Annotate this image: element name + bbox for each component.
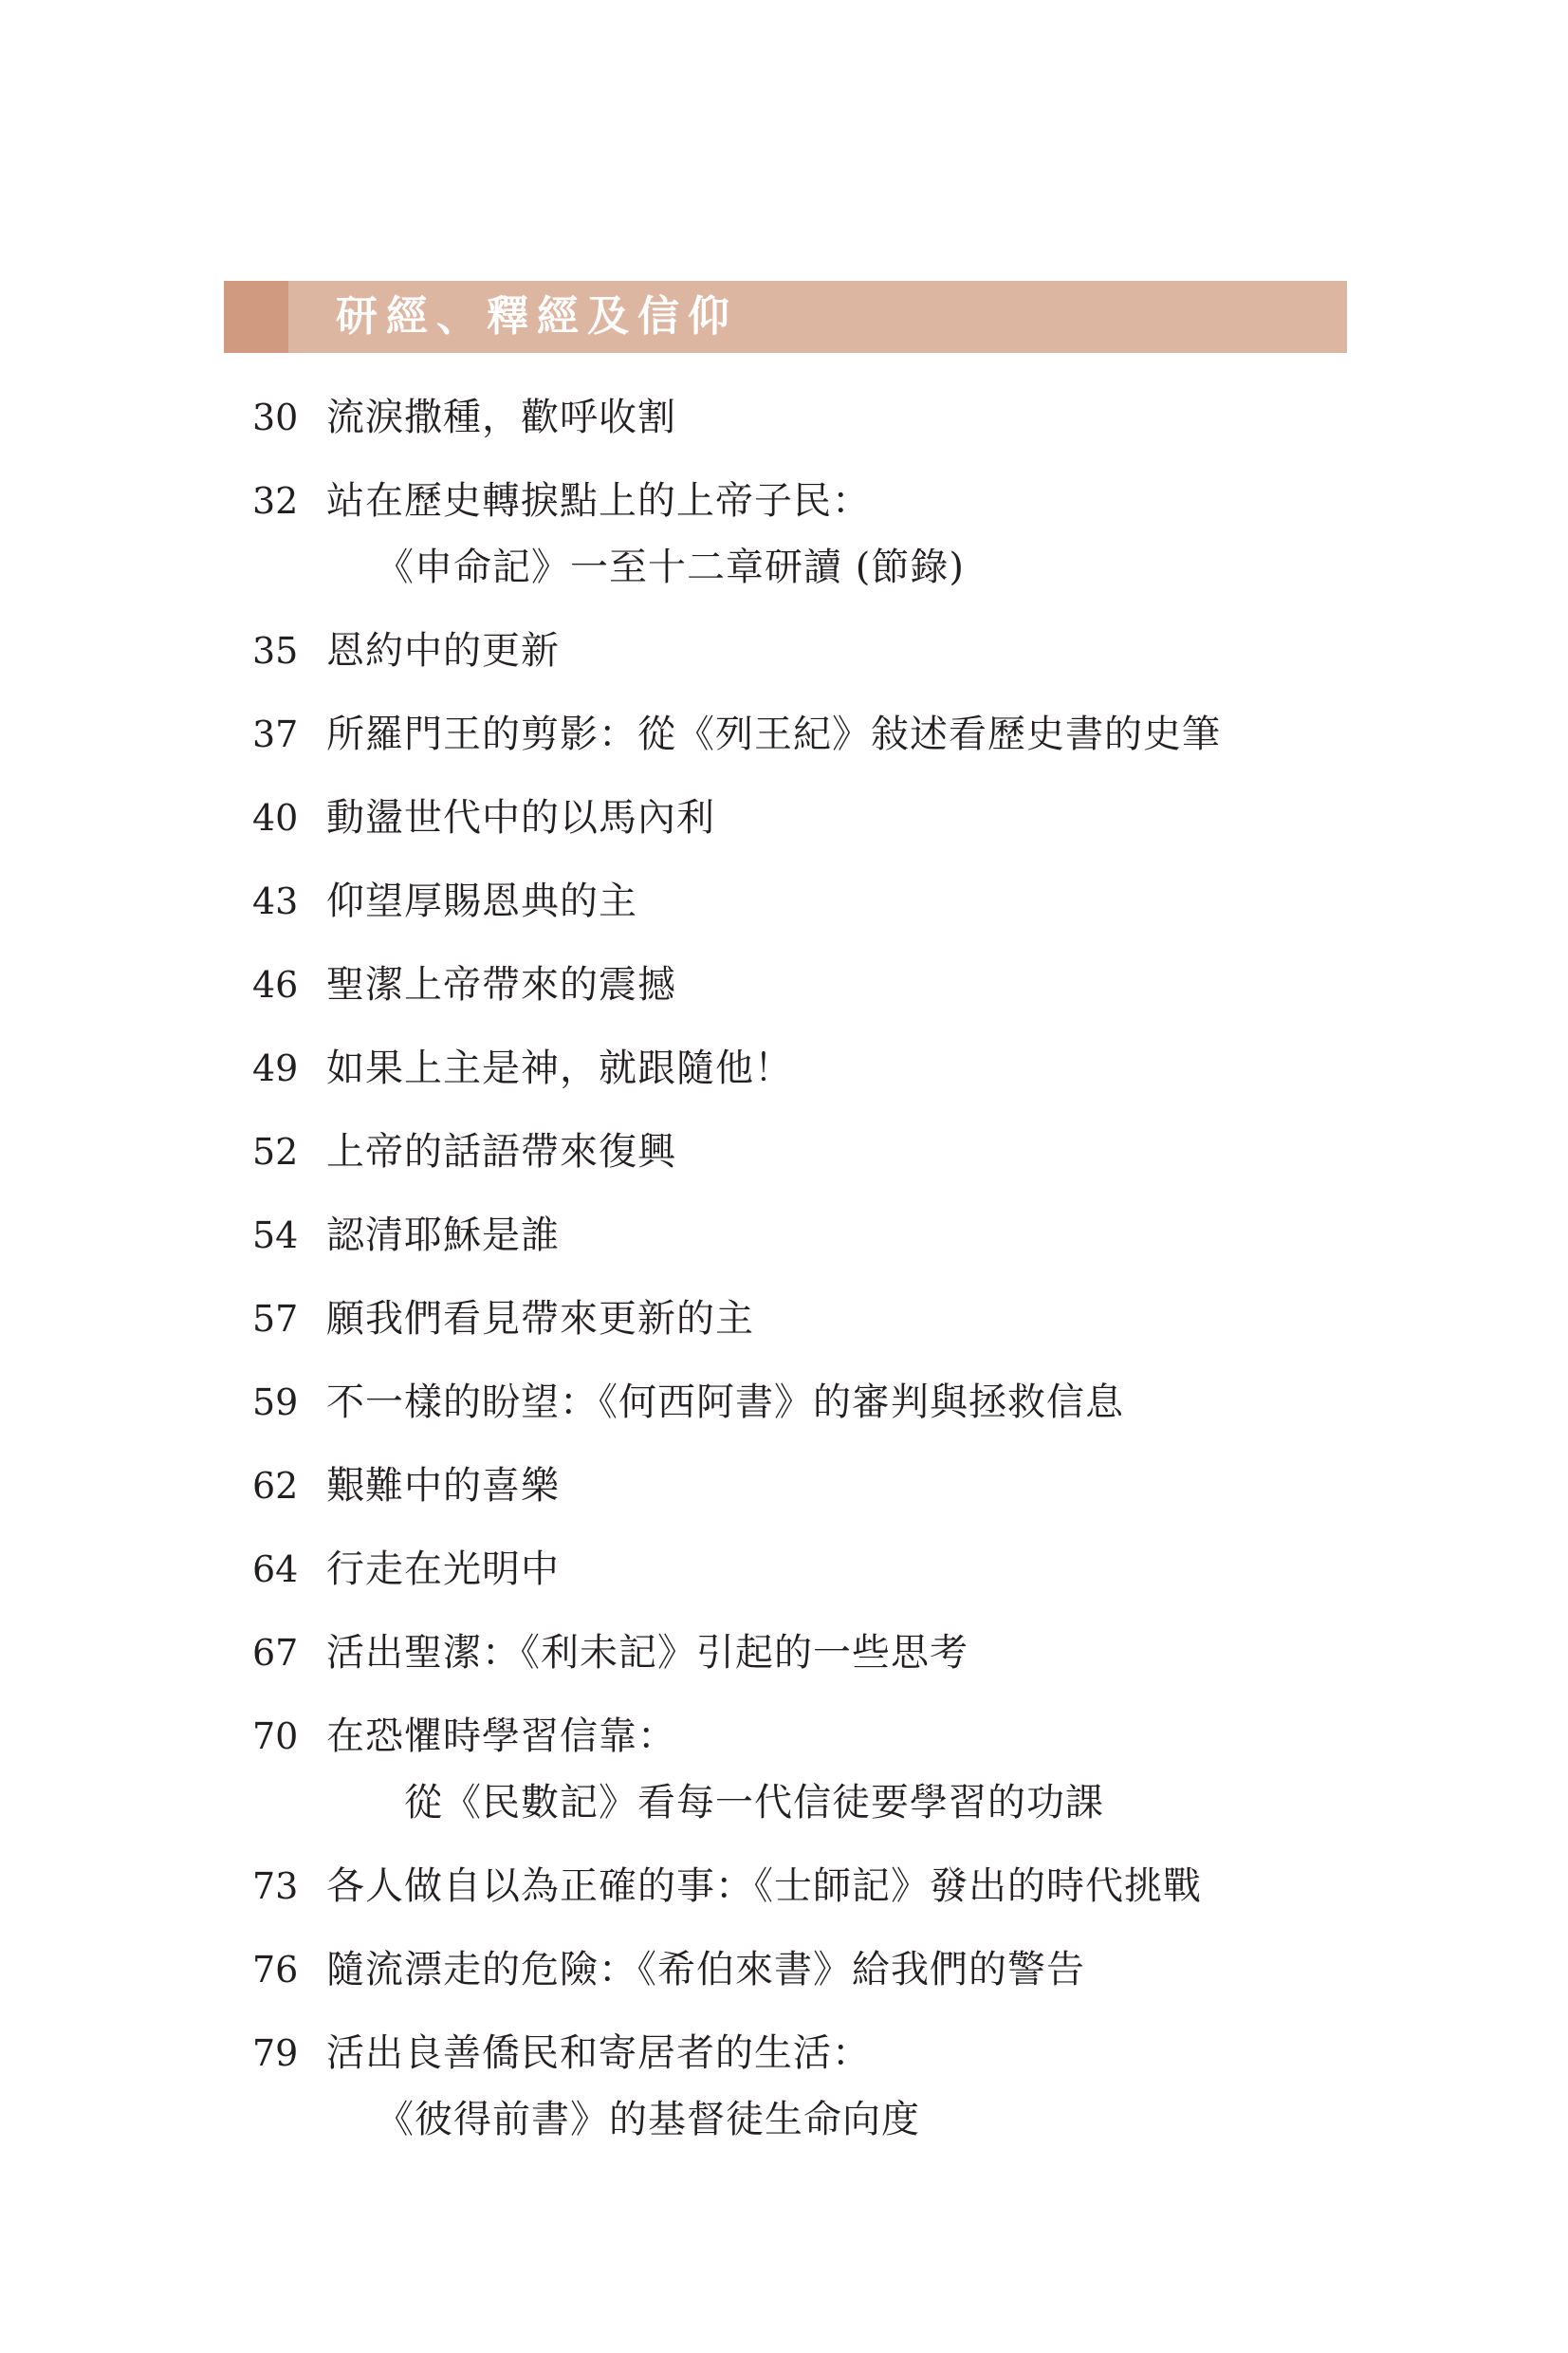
toc-entry[interactable] [224, 1296, 1347, 1342]
entry-title: 恩約中的更新 [326, 629, 560, 673]
page-number: 79 [252, 2032, 299, 2074]
entry-title: 在恐懼時學習信靠： [326, 1714, 676, 1758]
entry-subtitle: 《申命記》一至十二章研讀 (節錄) [376, 546, 965, 589]
page-number: 62 [252, 1465, 299, 1507]
entry-subtitle: 從《民數記》看每一代信徒要學習的功課 [404, 1781, 1104, 1825]
entry-title: 所羅門王的剪影：從《列王紀》敍述看歷史書的史筆 [326, 713, 1221, 756]
page-number: 73 [252, 1865, 299, 1907]
toc-entry[interactable] [224, 1863, 1347, 1909]
page-number: 59 [252, 1381, 299, 1423]
toc-entry[interactable] [224, 1547, 1347, 1592]
entry-title: 上帝的話語帶來復興 [326, 1130, 676, 1174]
section-header-accent [224, 281, 288, 353]
toc-entry[interactable] [224, 1213, 1347, 1258]
page-number: 70 [252, 1715, 299, 1757]
toc-entry[interactable] [224, 628, 1347, 674]
entry-title: 隨流漂走的危險：《希伯來書》給我們的警告 [326, 1948, 1085, 1992]
page-number: 43 [252, 880, 299, 922]
entry-title: 艱難中的喜樂 [326, 1464, 560, 1508]
entry-title: 認清耶穌是誰 [326, 1214, 560, 1257]
toc-entry[interactable] [224, 1380, 1347, 1425]
entry-title: 動盪世代中的以馬內利 [326, 796, 715, 840]
toc-entry[interactable] [224, 795, 1347, 841]
page-number: 76 [252, 1949, 299, 1991]
toc-entry[interactable] [224, 1046, 1347, 1091]
section-header [224, 281, 1347, 353]
entry-title: 行走在光明中 [326, 1547, 560, 1591]
entry-title: 活出聖潔：《利未記》引起的一些思考 [326, 1631, 968, 1675]
table-of-contents [224, 395, 1347, 2180]
entry-title: 聖潔上帝帶來的震撼 [326, 963, 676, 1007]
page-number: 49 [252, 1047, 299, 1089]
page-number: 30 [252, 397, 299, 438]
page-number: 57 [252, 1298, 299, 1340]
page-number: 32 [252, 480, 299, 522]
entry-title: 站在歷史轉捩點上的上帝子民： [326, 479, 871, 523]
entry-subtitle: 《彼得前書》的基督徒生命向度 [376, 2098, 920, 2141]
page-number: 64 [252, 1548, 299, 1590]
toc-entry[interactable] [224, 1463, 1347, 1509]
page-number: 67 [252, 1632, 299, 1674]
toc-entry[interactable] [224, 1630, 1347, 1676]
page-number: 54 [252, 1214, 299, 1256]
entry-title: 仰望厚賜恩典的主 [326, 880, 637, 923]
entry-title: 願我們看見帶來更新的主 [326, 1297, 754, 1341]
entry-title: 流淚撒種，歡呼收割 [326, 396, 676, 439]
toc-entry[interactable] [224, 395, 1347, 440]
toc-entry[interactable] [224, 712, 1347, 757]
section-title: 研經、釋經及信仰 [336, 292, 738, 341]
entry-title: 活出良善僑民和寄居者的生活： [326, 2031, 871, 2075]
entry-title: 各人做自以為正確的事：《士師記》發出的時代挑戰 [326, 1864, 1202, 1908]
toc-entry[interactable] [224, 962, 1347, 1008]
toc-entry[interactable] [224, 2030, 1347, 2142]
page-number: 35 [252, 630, 299, 672]
toc-entry[interactable] [224, 1947, 1347, 1992]
toc-entry[interactable] [224, 1714, 1347, 1825]
entry-title: 不一樣的盼望：《何西阿書》的審判與拯救信息 [326, 1380, 1124, 1424]
page-number: 40 [252, 797, 299, 839]
toc-entry[interactable] [224, 1129, 1347, 1175]
page-number: 52 [252, 1131, 299, 1173]
toc-entry[interactable] [224, 879, 1347, 924]
page-number: 46 [252, 964, 299, 1006]
toc-entry[interactable] [224, 478, 1347, 590]
page-number: 37 [252, 713, 299, 755]
entry-title: 如果上主是神，就跟隨他！ [326, 1047, 793, 1090]
